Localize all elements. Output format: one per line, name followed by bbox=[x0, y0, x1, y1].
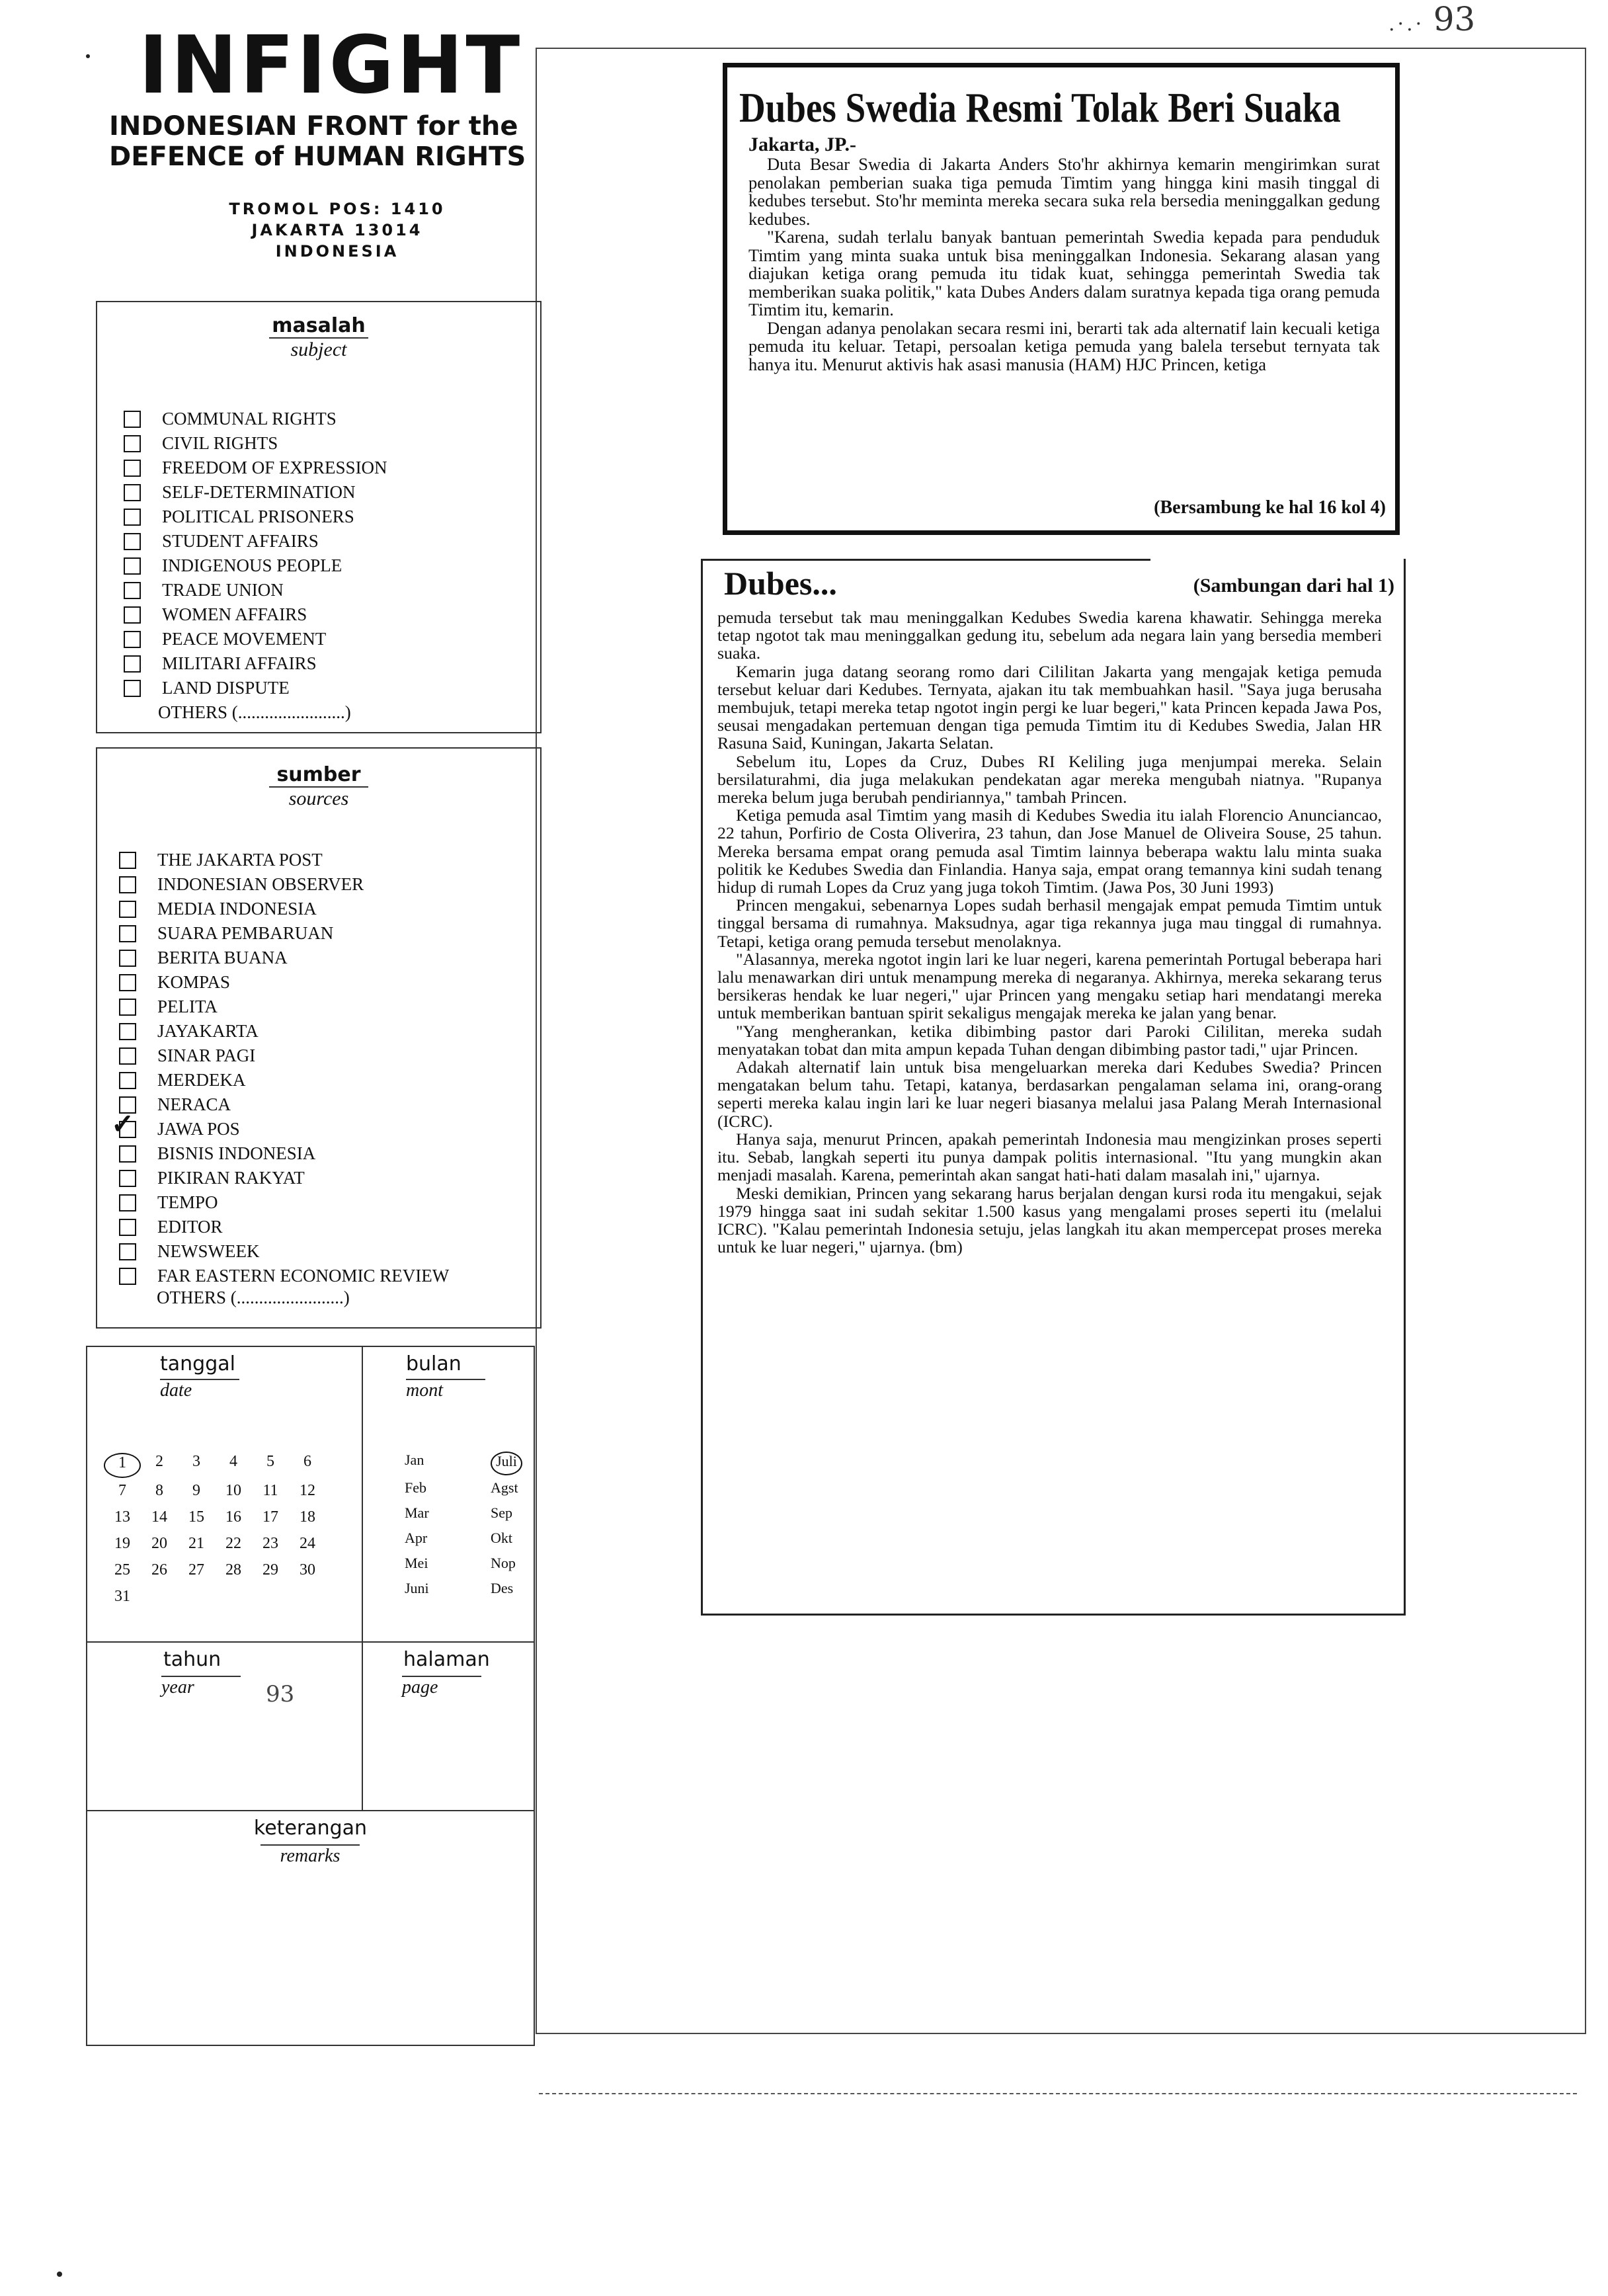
checkbox[interactable] bbox=[119, 1047, 136, 1065]
subject-item bbox=[124, 480, 387, 505]
calendar-day[interactable]: 8 bbox=[155, 1482, 163, 1499]
calendar-day[interactable]: 29 bbox=[262, 1561, 278, 1578]
org-line-2: DEFENCE of HUMAN RIGHTS bbox=[109, 142, 526, 172]
month-option[interactable]: Juli bbox=[491, 1452, 522, 1475]
subject-item bbox=[124, 456, 387, 480]
calendar-day[interactable]: 20 bbox=[151, 1535, 167, 1552]
continuation-paragraph: Adakah alternatif lain untuk bisa mengeluarkan mereka dari Kedubes Swedia? Princen mengatakan belum tahu. Tetapi, katanya, berdasarkan pengalaman selama ini, orang-orang seperti mereka kalau ingin lari ke luar negeri biasanya melalui jasa Palang Merah Internasional (ICRC). bbox=[717, 1057, 1382, 1131]
subject-subheading: subject bbox=[269, 337, 368, 361]
calendar-day[interactable]: 27 bbox=[188, 1561, 204, 1578]
checkbox[interactable] bbox=[119, 925, 136, 942]
subject-item-label: TRADE UNION bbox=[162, 580, 284, 600]
remarks-subheading: remarks bbox=[261, 1844, 360, 1867]
subject-item-label: MILITARI AFFAIRS bbox=[162, 653, 317, 673]
org-line-1: INDONESIAN FRONT for the bbox=[109, 111, 518, 142]
source-item bbox=[119, 1044, 449, 1068]
article-headline: Dubes Swedia Resmi Tolak Beri Suaka bbox=[739, 84, 1341, 131]
source-item bbox=[119, 1190, 449, 1215]
bottom-dashed-rule bbox=[539, 2093, 1577, 2094]
source-item-label: THE JAKARTA POST bbox=[157, 850, 323, 870]
source-item bbox=[119, 848, 449, 872]
checkbox[interactable] bbox=[119, 1145, 136, 1163]
subject-item bbox=[124, 651, 387, 676]
continuation-from-note: (Sambungan dari hal 1) bbox=[1193, 575, 1394, 596]
month-option[interactable]: Des bbox=[491, 1580, 514, 1596]
source-item-label: BISNIS INDONESIA bbox=[157, 1143, 316, 1163]
checkbox[interactable] bbox=[119, 1170, 136, 1187]
continuation-paragraph: Hanya saja, menurut Princen, apakah pemerintah Indonesia mau mengizinkan proses seperti itu. Sebab, langkah seperti itu punya dampak politis internasional. "Itu yang mungkin akan menjadi masalah. Karena, pemerintah akan sangat hati-hati dalam masalah ini," ujarnya. bbox=[717, 1129, 1382, 1185]
article-main bbox=[723, 63, 1400, 535]
checkbox[interactable] bbox=[119, 901, 136, 918]
date-box bbox=[86, 1346, 535, 2046]
source-item-label: PIKIRAN RAKYAT bbox=[157, 1168, 305, 1188]
month-option[interactable]: Mei bbox=[405, 1555, 428, 1571]
subject-item-label: COMMUNAL RIGHTS bbox=[162, 409, 337, 429]
source-item-label: KOMPAS bbox=[157, 972, 231, 992]
subject-box bbox=[96, 301, 542, 733]
source-item-label: FAR EASTERN ECONOMIC REVIEW bbox=[157, 1266, 450, 1286]
checkbox[interactable] bbox=[124, 655, 141, 673]
subject-item bbox=[124, 602, 387, 627]
subject-item-label: SELF-DETERMINATION bbox=[162, 482, 356, 502]
checkbox[interactable] bbox=[124, 460, 141, 477]
calendar-day[interactable]: 28 bbox=[225, 1561, 241, 1578]
checkbox[interactable] bbox=[119, 950, 136, 967]
subject-item-label: FREEDOM OF EXPRESSION bbox=[162, 458, 387, 477]
day-calendar bbox=[104, 1453, 326, 1610]
checkbox[interactable] bbox=[119, 852, 136, 869]
subject-item bbox=[124, 505, 387, 529]
month-option[interactable]: Sep bbox=[491, 1504, 512, 1521]
article-paragraph: Duta Besar Swedia di Jakarta Anders Sto'hr akhirnya kemarin mengirimkan surat penolakan pemberian suaka tiga pemuda Timtim yang hingga kini masih tinggal di kedubes tersebut. Sto'hr meminta mereka secara suka rela bersedia meninggalkan gedung kedubes. bbox=[748, 154, 1380, 229]
calendar-day[interactable]: 23 bbox=[262, 1535, 278, 1552]
year-value: 93 bbox=[266, 1681, 295, 1707]
calendar-day[interactable]: 15 bbox=[188, 1508, 204, 1526]
source-item bbox=[119, 1264, 449, 1288]
divider-horizontal-1 bbox=[87, 1641, 534, 1643]
month-list bbox=[405, 1452, 543, 1601]
source-item-label: NERACA bbox=[157, 1094, 231, 1114]
calendar-day[interactable]: 19 bbox=[114, 1535, 130, 1552]
checkbox[interactable] bbox=[124, 557, 141, 575]
date-subheading: date bbox=[160, 1379, 239, 1401]
sources-heading: sumber bbox=[276, 763, 361, 786]
source-item bbox=[119, 921, 449, 946]
source-item bbox=[119, 897, 449, 921]
article-paragraph: "Karena, sudah terlalu banyak bantuan pemerintah Swedia kepada para penduduk Timtim yang minta suaka untuk bisa meninggalkan Indonesia. Sekarang alasan yang diajukan ketiga orang pemuda itu tidak kuat, sehingga pemerintah Swedia tak memberikan suaka politik," kata Dubes Anders dalam suratnya kepada tiga orang pemuda Timtim itu, kemarin. bbox=[748, 227, 1380, 319]
calendar-day[interactable]: 31 bbox=[114, 1588, 130, 1605]
month-option[interactable]: Mar bbox=[405, 1504, 429, 1521]
calendar-day[interactable]: 16 bbox=[225, 1508, 241, 1526]
address-line-1: TROMOL POS: 1410 bbox=[229, 200, 446, 218]
source-item-label: SINAR PAGI bbox=[157, 1046, 256, 1065]
subject-item bbox=[124, 529, 387, 554]
checkbox[interactable] bbox=[119, 1072, 136, 1089]
month-option[interactable]: Feb bbox=[405, 1479, 426, 1496]
article-continued-note: (Bersambung ke hal 16 kol 4) bbox=[1154, 497, 1386, 518]
source-item-label: JAYAKARTA bbox=[157, 1021, 259, 1041]
page-heading: halaman bbox=[403, 1648, 490, 1671]
source-item bbox=[119, 1068, 449, 1092]
continuation-paragraph: "Alasannya, mereka ngotot ingin lari ke luar negeri, karena pemerintah Portugal beberapa hari lalu menawarkan diri untuk menampung mereka di negaranya. Akhirnya, mereka sekarang terus bersikeras hendak ke luar negeri," ujar Princen yang mengaku setiap hari mendatangi mereka untuk memberikan bantuan spirit sekaligus mengajak mereka ke jalan yang benar. bbox=[717, 949, 1382, 1023]
calendar-day[interactable]: 12 bbox=[300, 1482, 315, 1499]
checkbox[interactable] bbox=[119, 1121, 136, 1138]
source-item-label: SUARA PEMBARUAN bbox=[157, 923, 334, 943]
calendar-day[interactable]: 6 bbox=[303, 1453, 311, 1470]
calendar-day[interactable]: 11 bbox=[262, 1482, 278, 1499]
calendar-day[interactable]: 2 bbox=[155, 1453, 163, 1470]
source-item bbox=[119, 995, 449, 1019]
source-item-label: MEDIA INDONESIA bbox=[157, 899, 317, 919]
continuation-paragraph: "Yang mengherankan, ketika dibimbing pastor dari Paroki Cililitan, mereka sudah menyatakan tobat dan mita ampun kepada Tuhan dengan dibimbing pastor tadi," ujar Princen. bbox=[717, 1021, 1382, 1059]
subject-item bbox=[124, 431, 387, 456]
continuation-paragraph: pemuda tersebut tak mau meninggalkan Kedubes Swedia karena khawatir. Sehingga mereka tetap ngotot tak mau meninggalkan gedung itu, sebelum ada negara lain yang bersedia memberi suaka. bbox=[717, 608, 1382, 663]
checkbox[interactable] bbox=[119, 876, 136, 893]
month-option[interactable]: Nop bbox=[491, 1555, 516, 1571]
page-mark: .·.· 93 bbox=[1388, 0, 1476, 38]
source-item-label: JAWA POS bbox=[157, 1119, 240, 1139]
calendar-day[interactable]: 24 bbox=[300, 1535, 315, 1552]
stray-mark-top bbox=[86, 54, 90, 58]
month-option[interactable]: Apr bbox=[405, 1530, 428, 1546]
sources-others: OTHERS (........................) bbox=[157, 1288, 350, 1307]
calendar-day[interactable]: 18 bbox=[300, 1508, 315, 1526]
checkbox[interactable] bbox=[124, 435, 141, 452]
continuation-headline: Dubes... bbox=[724, 565, 837, 602]
subject-item bbox=[124, 578, 387, 602]
article-body bbox=[748, 155, 1380, 374]
checkbox[interactable] bbox=[124, 606, 141, 624]
subject-item-label: CIVIL RIGHTS bbox=[162, 433, 278, 453]
month-heading: bulan bbox=[406, 1352, 462, 1375]
address-line-3: INDONESIA bbox=[275, 242, 399, 261]
checkbox[interactable] bbox=[124, 484, 141, 501]
calendar-day[interactable]: 25 bbox=[114, 1561, 130, 1578]
continuation-paragraph: Ketiga pemuda asal Timtim yang masih di Kedubes Swedia itu ialah Florencio Anunciancao, 22 tahun, Porfirio de Costa Oliverira, 23 tahun, dan Jose Manuel de Oliveira Souse, 25 tahun. Mereka bersama empat orang pemuda asal Timtim lainnya beberapa waktu lalu minta suaka politik ke Kedubes Swedia dan Finlandia. Hanya saja, empat orang temannya kini sudah tenang hidup di rumah Lopes da Cruz yang juga tokoh Timtim. (Jawa Pos, 30 Juni 1993) bbox=[717, 805, 1382, 897]
checkbox[interactable] bbox=[119, 1268, 136, 1285]
calendar-day[interactable]: 4 bbox=[229, 1453, 237, 1470]
continuation-paragraph: Sebelum itu, Lopes da Cruz, Dubes RI Keliling juga menjumpai mereka. Selain bersilaturahmi, dia juga melakukan pendekatan agar mereka mengubah niatnya. "Rupanya mereka belum juga berubah pendiriannya," tambah Princen. bbox=[717, 751, 1382, 807]
subject-heading: masalah bbox=[272, 314, 366, 337]
checkbox[interactable] bbox=[124, 582, 141, 599]
source-item-label: BERITA BUANA bbox=[157, 948, 288, 967]
publication-title: INFIGHT bbox=[138, 20, 523, 112]
subject-item bbox=[124, 676, 387, 700]
checkbox[interactable] bbox=[119, 1219, 136, 1236]
stray-mark-bottom bbox=[57, 2272, 62, 2277]
subject-item-label: LAND DISPUTE bbox=[162, 678, 290, 698]
checkbox[interactable] bbox=[124, 533, 141, 550]
calendar-day[interactable]: 14 bbox=[151, 1508, 167, 1526]
source-item-label: EDITOR bbox=[157, 1217, 223, 1237]
source-item-label: TEMPO bbox=[157, 1192, 218, 1212]
sources-box bbox=[96, 747, 542, 1329]
checkbox[interactable] bbox=[119, 1243, 136, 1260]
checkbox[interactable] bbox=[119, 1023, 136, 1040]
year-subheading: year bbox=[161, 1676, 241, 1698]
source-item bbox=[119, 1239, 449, 1264]
calendar-day[interactable]: 1 bbox=[104, 1453, 141, 1478]
article-paragraph: Dengan adanya penolakan secara resmi ini, berarti tak ada alternatif lain kecuali ketiga pemuda itu keluar. Tetapi, persoalan ketiga pemuda yang balela tersebut ternyata tak hanya itu. Menurut aktivis hak asasi manusia (HAM) HJC Princen, ketiga bbox=[748, 317, 1380, 374]
date-heading: tanggal bbox=[160, 1352, 235, 1375]
subject-item-label: STUDENT AFFAIRS bbox=[162, 531, 319, 551]
source-item-label: NEWSWEEK bbox=[157, 1241, 260, 1261]
subject-item bbox=[124, 627, 387, 651]
calendar-day[interactable]: 17 bbox=[262, 1508, 278, 1526]
divider-vertical bbox=[362, 1347, 363, 1810]
source-item bbox=[119, 1215, 449, 1239]
year-heading: tahun bbox=[163, 1648, 221, 1671]
month-option[interactable]: Jan bbox=[405, 1452, 424, 1468]
continuation-paragraph: Meski demikian, Princen yang sekarang harus berjalan dengan kursi roda itu mengakui, sejak 1979 hingga saat ini sudah sekitar 1.500 kasus yang mengalami proses seperti itu (melalui ICRC). "Kalau pemerintah Indonesia setuju, jelas langkah itu akan mempercepat proses mereka untuk ke luar negeri," ujarnya. (bm) bbox=[717, 1183, 1382, 1257]
article-continuation bbox=[701, 559, 1406, 1616]
checkbox[interactable] bbox=[124, 680, 141, 697]
divider-horizontal-2 bbox=[87, 1810, 534, 1811]
calendar-day[interactable]: 10 bbox=[225, 1482, 241, 1499]
source-item-label: INDONESIAN OBSERVER bbox=[157, 874, 364, 894]
source-item-label: MERDEKA bbox=[157, 1070, 246, 1090]
source-item bbox=[119, 872, 449, 897]
checkbox[interactable] bbox=[124, 631, 141, 648]
source-item bbox=[119, 946, 449, 970]
month-option[interactable]: Juni bbox=[405, 1580, 429, 1596]
subject-item-label: WOMEN AFFAIRS bbox=[162, 604, 307, 624]
continuation-paragraph: Kemarin juga datang seorang romo dari Cililitan Jakarta yang mengajak ketiga pemuda tersebut keluar dari Kedubes. Ternyata, ajakan itu tak membuahkan hasil. "Saya juga berusaha membujuk, tetapi mereka tetap ngotot ingin pergi ke luar begeri," kata Princen kepada Jawa Pos, seusai mengadakan pertemuan dengan tiga pemuda Timtim itu di Kedubes Swedia, Jalan HR Rasuna Said, Kuningan, Jakarta Selatan. bbox=[717, 661, 1382, 753]
sources-list bbox=[119, 848, 449, 1288]
month-option[interactable]: Okt bbox=[491, 1530, 512, 1546]
calendar-day[interactable]: 7 bbox=[118, 1482, 126, 1499]
calendar-day[interactable]: 3 bbox=[192, 1453, 200, 1470]
calendar-day[interactable]: 30 bbox=[300, 1561, 315, 1578]
checkbox[interactable] bbox=[124, 509, 141, 526]
subject-item-label: INDIGENOUS PEOPLE bbox=[162, 555, 342, 575]
source-item bbox=[119, 1117, 449, 1141]
checkbox[interactable] bbox=[124, 411, 141, 428]
subject-item-label: PEACE MOVEMENT bbox=[162, 629, 327, 649]
source-item bbox=[119, 1141, 449, 1166]
checkbox[interactable] bbox=[119, 974, 136, 991]
calendar-day[interactable]: 21 bbox=[188, 1535, 204, 1552]
continuation-top-rule bbox=[701, 559, 1150, 561]
continuation-paragraph: Princen mengakui, sebenarnya Lopes sudah berhasil mengajak empat pemuda Timtim untuk tinggal bersama di rumahnya. Maksudnya, agar tiga rekannya juga mau tinggal di rumahnya. Tetapi, ketiga orang pemuda tersebut menolaknya. bbox=[717, 895, 1382, 951]
subject-others: OTHERS (........................) bbox=[158, 702, 351, 722]
page-subheading: page bbox=[402, 1676, 481, 1698]
subject-item bbox=[124, 554, 387, 578]
calendar-day[interactable]: 5 bbox=[266, 1453, 274, 1470]
source-item bbox=[119, 1092, 449, 1117]
calendar-day[interactable]: 22 bbox=[225, 1535, 241, 1552]
source-item bbox=[119, 1166, 449, 1190]
source-item bbox=[119, 1019, 449, 1044]
calendar-day[interactable]: 13 bbox=[114, 1508, 130, 1526]
checkbox[interactable] bbox=[119, 1194, 136, 1211]
subject-list bbox=[124, 407, 387, 700]
article-dateline: Jakarta, JP.- bbox=[748, 134, 857, 155]
month-option[interactable]: Agst bbox=[491, 1479, 518, 1496]
calendar-day[interactable]: 9 bbox=[192, 1482, 200, 1499]
checkbox[interactable] bbox=[119, 999, 136, 1016]
source-item-label: PELITA bbox=[157, 997, 218, 1016]
subject-item-label: POLITICAL PRISONERS bbox=[162, 507, 354, 526]
month-subheading: mont bbox=[406, 1379, 485, 1401]
continuation-body bbox=[717, 608, 1382, 1256]
postal-address bbox=[198, 198, 476, 262]
remarks-heading: keterangan bbox=[253, 1817, 368, 1840]
calendar-day[interactable]: 26 bbox=[151, 1561, 167, 1578]
sources-subheading: sources bbox=[269, 786, 368, 810]
subject-item bbox=[124, 407, 387, 431]
source-item bbox=[119, 970, 449, 995]
address-line-2: JAKARTA 13014 bbox=[251, 221, 423, 239]
organization-name bbox=[109, 111, 559, 172]
